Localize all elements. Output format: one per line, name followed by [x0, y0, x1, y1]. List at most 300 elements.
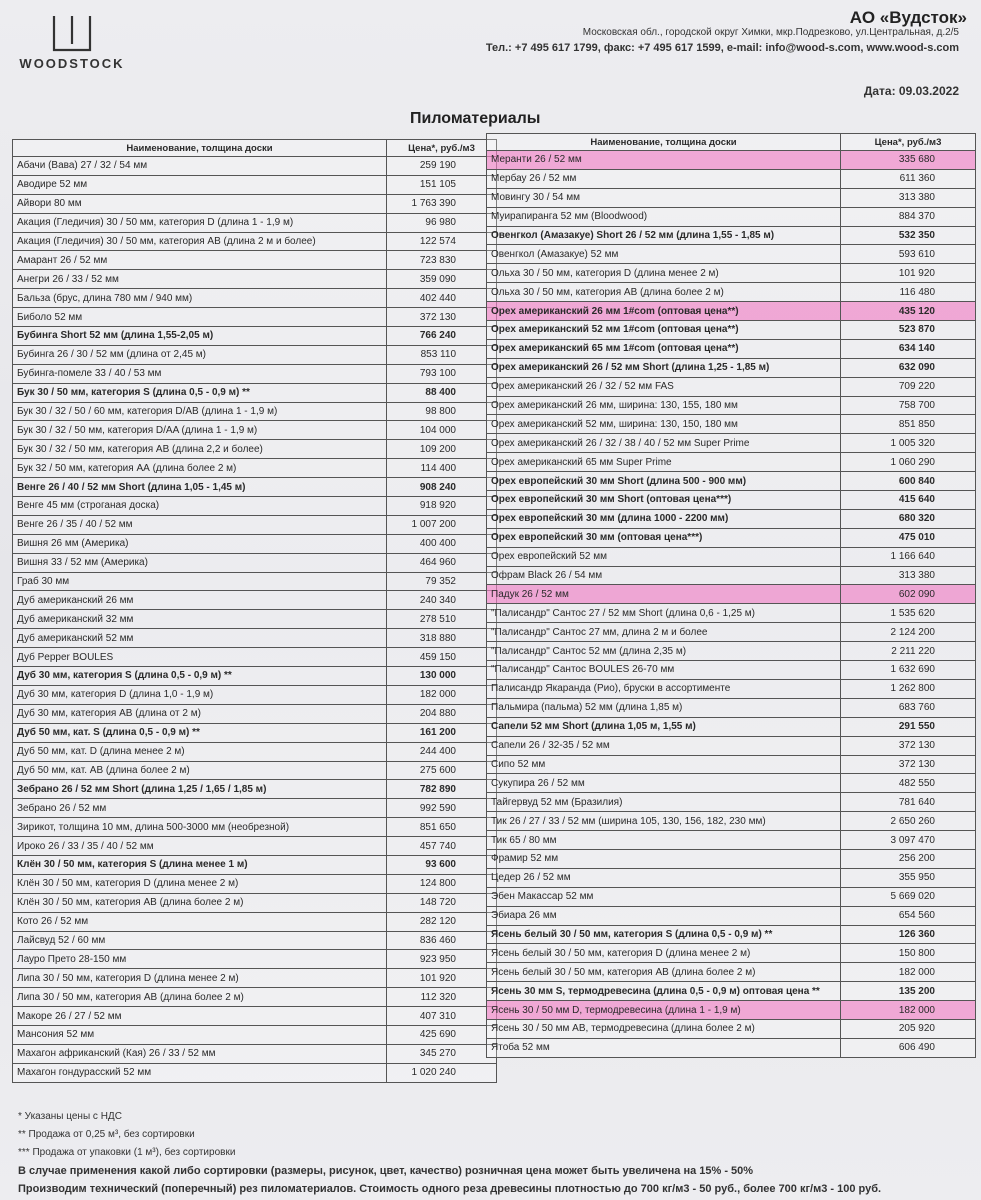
wood-name-cell: Тик 65 / 80 мм	[487, 831, 841, 850]
price-cell: 532 350	[841, 226, 976, 245]
table-row	[487, 1019, 976, 1038]
wood-name-cell: Бук 30 / 32 / 50 мм, категория АВ (длина 2,2 и более)	[13, 440, 387, 459]
price-cell: 79 352	[387, 572, 497, 591]
cutting-service-note: Производим технический (поперечный) рез пиломатериалов. Стоимость одного реза древесины плотностью до 700 кг/м3 - 50 руб., более 700 кг/м3 - 100 руб.	[18, 1183, 882, 1195]
company-contacts: Тел.: +7 495 617 1799, факс: +7 495 617 1599, e-mail: info@wood-s.com, www.wood-s.com	[485, 42, 959, 54]
table-row	[13, 478, 497, 497]
price-table-right	[486, 133, 976, 1058]
price-cell: 161 200	[387, 723, 497, 742]
table-row	[13, 497, 497, 516]
price-cell: 1 262 800	[841, 679, 976, 698]
table-row	[487, 566, 976, 585]
price-cell: 5 669 020	[841, 887, 976, 906]
wood-name-cell: Венге 45 мм (строганая доска)	[13, 497, 387, 516]
wood-name-cell: Тайгервуд 52 мм (Бразилия)	[487, 793, 841, 812]
price-cell: 318 880	[387, 629, 497, 648]
wood-name-cell: Бальза (брус, длина 780 мм / 940 мм)	[13, 289, 387, 308]
wood-name-cell: Дуб 50 мм, кат. АВ (длина более 2 м)	[13, 761, 387, 780]
table-row	[487, 321, 976, 340]
price-cell: 992 590	[387, 799, 497, 818]
table-row	[487, 736, 976, 755]
table-row	[487, 906, 976, 925]
price-cell: 407 310	[387, 1007, 497, 1026]
wood-name-cell: Сапели 52 мм Short (длина 1,05 м, 1,55 м)	[487, 717, 841, 736]
table-row	[487, 868, 976, 887]
price-cell: 1 007 200	[387, 515, 497, 534]
table-row	[487, 831, 976, 850]
table-row	[487, 1038, 976, 1057]
footnotes	[18, 1108, 881, 1198]
table-row	[487, 717, 976, 736]
table-row	[487, 963, 976, 982]
price-table-left	[12, 139, 497, 1083]
wood-name-cell: Цедер 26 / 52 мм	[487, 868, 841, 887]
price-cell: 291 550	[841, 717, 976, 736]
wood-name-cell: Эбиара 26 мм	[487, 906, 841, 925]
wood-name-cell: Ироко 26 / 33 / 35 / 40 / 52 мм	[13, 837, 387, 856]
table-row	[487, 415, 976, 434]
footnote: *** Продажа от упаковки (1 м³), без сортировки	[18, 1147, 236, 1158]
table-row	[487, 339, 976, 358]
logo-text: WOODSTOCK	[19, 56, 125, 71]
column-header-price: Цена*, руб./м3	[387, 140, 497, 157]
table-row	[13, 610, 497, 629]
page-title: Пиломатериалы	[410, 110, 541, 127]
wood-name-cell: Орех американский 65 мм 1#com (оптовая цена**)	[487, 339, 841, 358]
wood-name-cell: Дуб американский 32 мм	[13, 610, 387, 629]
wood-name-cell: Орех европейский 30 мм (оптовая цена***)	[487, 528, 841, 547]
wood-name-cell: Орех европейский 30 мм Short (длина 500 - 900 мм)	[487, 472, 841, 491]
column-header-name: Наименование, толщина доски	[13, 140, 387, 157]
wood-name-cell: Сапели 26 / 32-35 / 52 мм	[487, 736, 841, 755]
wood-name-cell: Вишня 33 / 52 мм (Америка)	[13, 553, 387, 572]
price-cell: 836 460	[387, 931, 497, 950]
price-cell: 151 105	[387, 175, 497, 194]
price-cell: 93 600	[387, 855, 497, 874]
table-row	[487, 774, 976, 793]
wood-name-cell: Липа 30 / 50 мм, категория АВ (длина более 2 м)	[13, 988, 387, 1007]
price-cell: 98 800	[387, 402, 497, 421]
wood-name-cell: "Палисандр" Сантос 27 / 52 мм Short (длина 0,6 - 1,25 м)	[487, 604, 841, 623]
wood-name-cell: Бук 30 / 32 / 50 мм, категория D/AA (длина 1 - 1,9 м)	[13, 421, 387, 440]
table-row	[13, 1025, 497, 1044]
price-cell: 415 640	[841, 491, 976, 510]
price-cell: 851 850	[841, 415, 976, 434]
table-row	[487, 661, 976, 680]
table-row	[13, 383, 497, 402]
table-row	[13, 723, 497, 742]
table-row	[13, 950, 497, 969]
price-cell: 632 090	[841, 358, 976, 377]
wood-name-cell: Махагон гондурасский 52 мм	[13, 1063, 387, 1082]
wood-name-cell: Ясень белый 30 / 50 мм, категория АВ (длина более 2 м)	[487, 963, 841, 982]
price-cell: 240 340	[387, 591, 497, 610]
wood-name-cell: Махагон африканский (Кая) 26 / 33 / 52 мм	[13, 1044, 387, 1063]
price-cell: 372 130	[841, 736, 976, 755]
table-row	[13, 969, 497, 988]
price-cell: 482 550	[841, 774, 976, 793]
price-cell: 275 600	[387, 761, 497, 780]
column-header-price: Цена*, руб./м3	[841, 134, 976, 151]
price-cell: 122 574	[387, 232, 497, 251]
wood-name-cell: Дуб 50 мм, кат. D (длина менее 2 м)	[13, 742, 387, 761]
wood-name-cell: Дуб 50 мм, кат. S (длина 0,5 - 0,9 м) **	[13, 723, 387, 742]
price-cell: 109 200	[387, 440, 497, 459]
wood-name-cell: Бук 30 / 32 / 50 / 60 мм, категория D/AB (длина 1 - 1,9 м)	[13, 402, 387, 421]
table-row	[13, 780, 497, 799]
price-cell: 112 320	[387, 988, 497, 1007]
wood-name-cell: Бубинга 26 / 30 / 52 мм (длина от 2,45 м)	[13, 345, 387, 364]
table-row	[13, 232, 497, 251]
wood-name-cell: Палисандр Якаранда (Рио), бруски в ассортименте	[487, 679, 841, 698]
wood-name-cell: Мовингу 30 / 54 мм	[487, 188, 841, 207]
price-cell: 256 200	[841, 849, 976, 868]
table-row	[13, 591, 497, 610]
table-row	[487, 642, 976, 661]
company-logo	[16, 14, 128, 71]
table-row	[13, 194, 497, 213]
table-row	[487, 1001, 976, 1020]
table-header-row	[487, 134, 976, 151]
table-row	[487, 509, 976, 528]
table-row	[487, 812, 976, 831]
price-cell: 372 130	[387, 308, 497, 327]
price-cell: 2 650 260	[841, 812, 976, 831]
wood-name-cell: Лауро Прето 28-150 мм	[13, 950, 387, 969]
wood-name-cell: Клён 30 / 50 мм, категория S (длина менее 1 м)	[13, 855, 387, 874]
wood-name-cell: Тик 26 / 27 / 33 / 52 мм (ширина 105, 130, 156, 182, 230 мм)	[487, 812, 841, 831]
table-row	[13, 742, 497, 761]
price-cell: 593 610	[841, 245, 976, 264]
table-row	[13, 440, 497, 459]
price-cell: 851 650	[387, 818, 497, 837]
wood-name-cell: Зирикот, толщина 10 мм, длина 500-3000 мм (необрезной)	[13, 818, 387, 837]
table-row	[487, 472, 976, 491]
table-row	[13, 534, 497, 553]
price-cell: 766 240	[387, 327, 497, 346]
price-cell: 400 400	[387, 534, 497, 553]
table-row	[487, 453, 976, 472]
table-row	[13, 893, 497, 912]
price-cell: 126 360	[841, 925, 976, 944]
table-row	[487, 434, 976, 453]
price-cell: 1 535 620	[841, 604, 976, 623]
table-row	[487, 226, 976, 245]
table-row	[13, 289, 497, 308]
table-row	[487, 245, 976, 264]
table-row	[13, 704, 497, 723]
wood-name-cell: "Палисандр" Сантос BOULES 26-70 мм	[487, 661, 841, 680]
price-cell: 923 950	[387, 950, 497, 969]
table-row	[13, 988, 497, 1007]
wood-name-cell: Орех американский 52 мм 1#com (оптовая цена**)	[487, 321, 841, 340]
table-row	[487, 604, 976, 623]
table-row	[487, 302, 976, 321]
wood-name-cell: Офрам Black 26 / 54 мм	[487, 566, 841, 585]
table-row	[13, 931, 497, 950]
price-cell: 101 920	[841, 264, 976, 283]
table-row	[13, 799, 497, 818]
wood-name-cell: Падук 26 / 52 мм	[487, 585, 841, 604]
wood-name-cell: Дуб Pepper BOULES	[13, 648, 387, 667]
price-cell: 634 140	[841, 339, 976, 358]
price-cell: 104 000	[387, 421, 497, 440]
wood-name-cell: Граб 30 мм	[13, 572, 387, 591]
table-row	[13, 251, 497, 270]
price-cell: 114 400	[387, 459, 497, 478]
table-row	[487, 396, 976, 415]
price-cell: 313 380	[841, 566, 976, 585]
wood-name-cell: Зебрано 26 / 52 мм	[13, 799, 387, 818]
table-row	[487, 944, 976, 963]
table-row	[487, 264, 976, 283]
table-row	[487, 283, 976, 302]
table-row	[487, 547, 976, 566]
wood-name-cell: Аводире 52 мм	[13, 175, 387, 194]
price-cell: 282 120	[387, 912, 497, 931]
sorting-remark: В случае применения какой либо сортировки (размеры, рисунок, цвет, качество) розничная цена может быть увеличена на 15% - 50%	[18, 1165, 754, 1177]
wood-name-cell: Ясень 30 / 50 мм АВ, термодревесина (длина более 2 м)	[487, 1019, 841, 1038]
table-row	[13, 515, 497, 534]
price-cell: 259 190	[387, 157, 497, 176]
table-row	[13, 308, 497, 327]
wood-name-cell: Анегри 26 / 33 / 52 мм	[13, 270, 387, 289]
price-cell: 606 490	[841, 1038, 976, 1057]
price-cell: 150 800	[841, 944, 976, 963]
price-cell: 1 005 320	[841, 434, 976, 453]
wood-name-cell: Орех американский 52 мм, ширина: 130, 150, 180 мм	[487, 415, 841, 434]
table-row	[13, 345, 497, 364]
price-cell: 425 690	[387, 1025, 497, 1044]
wood-name-cell: Зебрано 26 / 52 мм Short (длина 1,25 / 1,65 / 1,85 м)	[13, 780, 387, 799]
wood-name-cell: Сукупира 26 / 52 мм	[487, 774, 841, 793]
footnote: * Указаны цены с НДС	[18, 1111, 122, 1122]
price-cell: 88 400	[387, 383, 497, 402]
price-cell: 345 270	[387, 1044, 497, 1063]
wood-name-cell: Биболо 52 мм	[13, 308, 387, 327]
table-row	[13, 837, 497, 856]
wood-name-cell: Ясень 30 мм S, термодревесина (длина 0,5 - 0,9 м) оптовая цена **	[487, 982, 841, 1001]
wood-name-cell: Орех американский 26 / 32 / 52 мм FAS	[487, 377, 841, 396]
wood-name-cell: Овенгкол (Амазакуе) 52 мм	[487, 245, 841, 264]
table-row	[487, 358, 976, 377]
price-cell: 278 510	[387, 610, 497, 629]
wood-name-cell: Орех американский 26 мм 1#com (оптовая цена**)	[487, 302, 841, 321]
table-row	[487, 491, 976, 510]
table-row	[13, 629, 497, 648]
table-row	[487, 698, 976, 717]
price-cell: 204 880	[387, 704, 497, 723]
price-cell: 372 130	[841, 755, 976, 774]
table-row	[487, 925, 976, 944]
wood-name-cell: Орех американский 26 мм, ширина: 130, 155, 180 мм	[487, 396, 841, 415]
wood-name-cell: Клён 30 / 50 мм, категория D (длина менее 2 м)	[13, 874, 387, 893]
wood-name-cell: Эбен Макассар 52 мм	[487, 887, 841, 906]
wood-name-cell: Орех европейский 30 мм Short (оптовая цена***)	[487, 491, 841, 510]
wood-name-cell: Меранти 26 / 52 мм	[487, 151, 841, 170]
table-row	[13, 157, 497, 176]
wood-name-cell: Мансония 52 мм	[13, 1025, 387, 1044]
price-cell: 781 640	[841, 793, 976, 812]
price-cell: 680 320	[841, 509, 976, 528]
footnote: ** Продажа от 0,25 м³, без сортировки	[18, 1129, 195, 1140]
wood-name-cell: Орех американский 65 мм Super Prime	[487, 453, 841, 472]
price-cell: 182 000	[841, 963, 976, 982]
table-row	[487, 528, 976, 547]
table-row	[487, 207, 976, 226]
price-cell: 758 700	[841, 396, 976, 415]
wood-name-cell: Липа 30 / 50 мм, категория D (длина менее 2 м)	[13, 969, 387, 988]
price-cell: 475 010	[841, 528, 976, 547]
price-cell: 723 830	[387, 251, 497, 270]
price-cell: 1 632 690	[841, 661, 976, 680]
price-cell: 402 440	[387, 289, 497, 308]
wood-name-cell: Дуб американский 52 мм	[13, 629, 387, 648]
table-row	[13, 761, 497, 780]
table-row	[487, 169, 976, 188]
price-cell: 1 763 390	[387, 194, 497, 213]
price-cell: 457 740	[387, 837, 497, 856]
column-header-name: Наименование, толщина доски	[487, 134, 841, 151]
wood-name-cell: Бук 30 / 50 мм, категория S (длина 0,5 - 0,9 м) **	[13, 383, 387, 402]
wood-name-cell: Акация (Гледичия) 30 / 50 мм, категория АВ (длина 2 м и более)	[13, 232, 387, 251]
table-row	[13, 874, 497, 893]
document-date: Дата: 09.03.2022	[863, 84, 959, 98]
price-cell: 313 380	[841, 188, 976, 207]
company-address: Московская обл., городской округ Химки, мкр.Подрезково, ул.Центральная, д.2/5	[582, 27, 959, 38]
table-row	[13, 270, 497, 289]
wood-name-cell: Айвори 80 мм	[13, 194, 387, 213]
wood-name-cell: Мербау 26 / 52 мм	[487, 169, 841, 188]
table-row	[13, 1007, 497, 1026]
price-cell: 459 150	[387, 648, 497, 667]
table-row	[13, 213, 497, 232]
price-cell: 782 890	[387, 780, 497, 799]
table-row	[13, 648, 497, 667]
price-cell: 611 360	[841, 169, 976, 188]
wood-name-cell: Ясень белый 30 / 50 мм, категория D (длина менее 2 м)	[487, 944, 841, 963]
price-cell: 182 000	[387, 685, 497, 704]
wood-name-cell: Акация (Гледичия) 30 / 50 мм, категория D (длина 1 - 1,9 м)	[13, 213, 387, 232]
wood-name-cell: Абачи (Вава) 27 / 32 / 54 мм	[13, 157, 387, 176]
price-cell: 101 920	[387, 969, 497, 988]
price-cell: 600 840	[841, 472, 976, 491]
price-cell: 130 000	[387, 667, 497, 686]
woodstock-logo-icon	[50, 14, 94, 54]
wood-name-cell: Макоре 26 / 27 / 52 мм	[13, 1007, 387, 1026]
wood-name-cell: Пальмира (пальма) 52 мм (длина 1,85 м)	[487, 698, 841, 717]
wood-name-cell: Бук 32 / 50 мм, категория АА (длина более 2 м)	[13, 459, 387, 478]
table-row	[13, 572, 497, 591]
wood-name-cell: Сипо 52 мм	[487, 755, 841, 774]
table-row	[487, 755, 976, 774]
price-cell: 205 920	[841, 1019, 976, 1038]
table-row	[13, 685, 497, 704]
wood-name-cell: Венге 26 / 35 / 40 / 52 мм	[13, 515, 387, 534]
wood-name-cell: Вишня 26 мм (Америка)	[13, 534, 387, 553]
wood-name-cell: Ясень белый 30 / 50 мм, категория S (длина 0,5 - 0,9 м) **	[487, 925, 841, 944]
table-row	[13, 364, 497, 383]
table-row	[487, 623, 976, 642]
wood-name-cell: Амарант 26 / 52 мм	[13, 251, 387, 270]
table-row	[13, 402, 497, 421]
wood-name-cell: Ясень 30 / 50 мм D, термодревесина (длина 1 - 1,9 м)	[487, 1001, 841, 1020]
wood-name-cell: Дуб 30 мм, категория D (длина 1,0 - 1,9 м)	[13, 685, 387, 704]
price-cell: 884 370	[841, 207, 976, 226]
price-cell: 2 124 200	[841, 623, 976, 642]
wood-name-cell: Лайсвуд 52 / 60 мм	[13, 931, 387, 950]
price-cell: 793 100	[387, 364, 497, 383]
price-cell: 683 760	[841, 698, 976, 717]
wood-name-cell: Орех американский 26 / 52 мм Short (длина 1,25 - 1,85 м)	[487, 358, 841, 377]
price-cell: 3 097 470	[841, 831, 976, 850]
wood-name-cell: Ольха 30 / 50 мм, категория D (длина менее 2 м)	[487, 264, 841, 283]
price-cell: 1 166 640	[841, 547, 976, 566]
table-row	[13, 912, 497, 931]
table-row	[13, 1063, 497, 1082]
wood-name-cell: Дуб американский 26 мм	[13, 591, 387, 610]
wood-name-cell: Дуб 30 мм, категория S (длина 0,5 - 0,9 м) **	[13, 667, 387, 686]
price-cell: 244 400	[387, 742, 497, 761]
table-row	[487, 793, 976, 812]
wood-name-cell: Ятоба 52 мм	[487, 1038, 841, 1057]
table-row	[13, 855, 497, 874]
wood-name-cell: Ольха 30 / 50 мм, категория АВ (длина более 2 м)	[487, 283, 841, 302]
price-cell: 116 480	[841, 283, 976, 302]
wood-name-cell: Орех европейский 30 мм (длина 1000 - 2200 мм)	[487, 509, 841, 528]
price-cell: 435 120	[841, 302, 976, 321]
company-name: АО «Вудсток»	[849, 8, 967, 27]
table-row	[13, 818, 497, 837]
wood-name-cell: Дуб 30 мм, категория АВ (длина от 2 м)	[13, 704, 387, 723]
table-row	[487, 849, 976, 868]
table-row	[487, 151, 976, 170]
price-cell: 523 870	[841, 321, 976, 340]
price-cell: 2 211 220	[841, 642, 976, 661]
price-cell: 148 720	[387, 893, 497, 912]
price-cell: 1 060 290	[841, 453, 976, 472]
price-cell: 908 240	[387, 478, 497, 497]
table-row	[487, 585, 976, 604]
table-row	[487, 887, 976, 906]
table-row	[13, 327, 497, 346]
table-row	[13, 553, 497, 572]
wood-name-cell: Кото 26 / 52 мм	[13, 912, 387, 931]
table-row	[13, 667, 497, 686]
wood-name-cell: Бубинга-помеле 33 / 40 / 53 мм	[13, 364, 387, 383]
wood-name-cell: Фрамир 52 мм	[487, 849, 841, 868]
table-row	[13, 421, 497, 440]
wood-name-cell: Бубинга Short 52 мм (длина 1,55-2,05 м)	[13, 327, 387, 346]
wood-name-cell: Овенгкол (Амазакуе) Short 26 / 52 мм (длина 1,55 - 1,85 м)	[487, 226, 841, 245]
price-cell: 182 000	[841, 1001, 976, 1020]
price-cell: 124 800	[387, 874, 497, 893]
price-cell: 359 090	[387, 270, 497, 289]
wood-name-cell: Венге 26 / 40 / 52 мм Short (длина 1,05 - 1,45 м)	[13, 478, 387, 497]
price-cell: 135 200	[841, 982, 976, 1001]
table-row	[487, 982, 976, 1001]
price-cell: 602 090	[841, 585, 976, 604]
table-row	[487, 679, 976, 698]
table-row	[487, 188, 976, 207]
wood-name-cell: Муирапиранга 52 мм (Bloodwood)	[487, 207, 841, 226]
wood-name-cell: Клён 30 / 50 мм, категория АВ (длина более 2 м)	[13, 893, 387, 912]
table-row	[13, 1044, 497, 1063]
wood-name-cell: "Палисандр" Сантос 52 мм (длина 2,35 м)	[487, 642, 841, 661]
price-cell: 335 680	[841, 151, 976, 170]
price-cell: 654 560	[841, 906, 976, 925]
wood-name-cell: Орех европейский 52 мм	[487, 547, 841, 566]
